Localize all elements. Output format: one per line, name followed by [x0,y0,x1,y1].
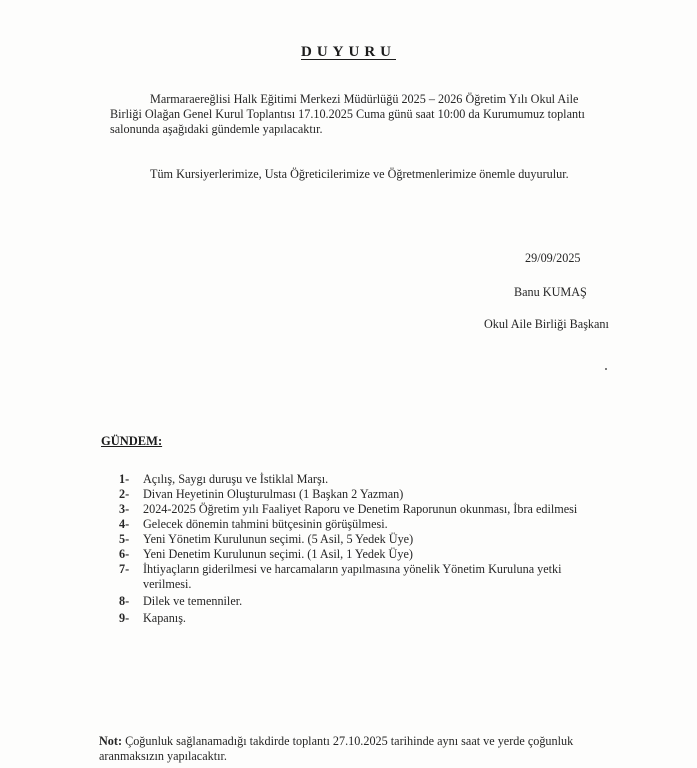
agenda-item [0,487,697,502]
signatory-role: Okul Aile Birliği Başkanı [484,317,609,331]
agenda-item [0,594,697,609]
agenda-item [0,517,697,532]
note-line-1: Çoğunluk sağlanamadığı takdirde toplantı 27.10.2025 tarihinde aynı saat ve yerde çoğunluk [125,734,574,748]
agenda-item-number: 3- [119,502,130,516]
agenda-item [0,472,697,487]
agenda-item-text: Kapanış. [143,611,186,625]
agenda-item [0,547,697,562]
agenda-item-number: 9- [119,611,130,625]
intro-line-2: Birliği Olağan Genel Kurul Toplantısı 17.10.2025 Cuma günü saat 10:00 da Kurumumuz toplantı [110,107,585,121]
signature-date: 29/09/2025 [525,251,581,265]
agenda-item-number: 5- [119,532,130,546]
footer-note [99,734,573,764]
agenda-item [0,611,697,626]
note-line-2: aranmaksızın yapılacaktır. [99,749,227,763]
agenda-item-text-continued: verilmesi. [143,577,192,591]
agenda-item [0,532,697,547]
signatory-name: Banu KUMAŞ [514,285,587,299]
agenda-item-text: Gelecek dönemin tahmini bütçesinin görüşülmesi. [143,517,388,531]
agenda-heading: GÜNDEM: [101,434,163,448]
agenda-item-number: 2- [119,487,130,501]
document-title: DUYURU [301,44,396,60]
intro-line-1: Marmaraereğlisi Halk Eğitimi Merkezi Müdürlüğü 2025 – 2026 Öğretim Yılı Okul Aile [150,92,579,106]
agenda-item-text: Açılış, Saygı duruşu ve İstiklal Marşı. [143,472,329,486]
agenda-item-text: Divan Heyetinin Oluşturulması (1 Başkan 2 Yazman) [143,487,404,501]
agenda-item-number: 4- [119,517,130,531]
agenda-item [0,562,697,592]
agenda-item-number: 6- [119,547,130,561]
scan-speck [605,368,607,370]
agenda-list [0,472,697,626]
intro-line-3: salonunda aşağıdaki gündemle yapılacaktır. [110,122,323,136]
agenda-item-text: 2024-2025 Öğretim yılı Faaliyet Raporu ve Denetim Raporunun okunması, İbra edilmesi [143,502,578,516]
agenda-item-number: 7- [119,562,130,576]
note-label: Not: [99,734,123,748]
agenda-item-number: 8- [119,594,130,608]
agenda-item-text: Yeni Yönetim Kurulunun seçimi. (5 Asil, 5 Yedek Üye) [143,532,414,546]
agenda-item [0,502,697,517]
announcement-text: Tüm Kursiyerlerimize, Usta Öğreticilerimize ve Öğretmenlerimize önemle duyurulur. [150,167,569,181]
agenda-item-text: Dilek ve temenniler. [143,594,243,608]
agenda-item-text: İhtiyaçların giderilmesi ve harcamaların yapılmasına yönelik Yönetim Kuruluna yetki [143,562,562,576]
agenda-item-text: Yeni Denetim Kurulunun seçimi. (1 Asil, 1 Yedek Üye) [143,547,413,561]
agenda-item-number: 1- [119,472,130,486]
